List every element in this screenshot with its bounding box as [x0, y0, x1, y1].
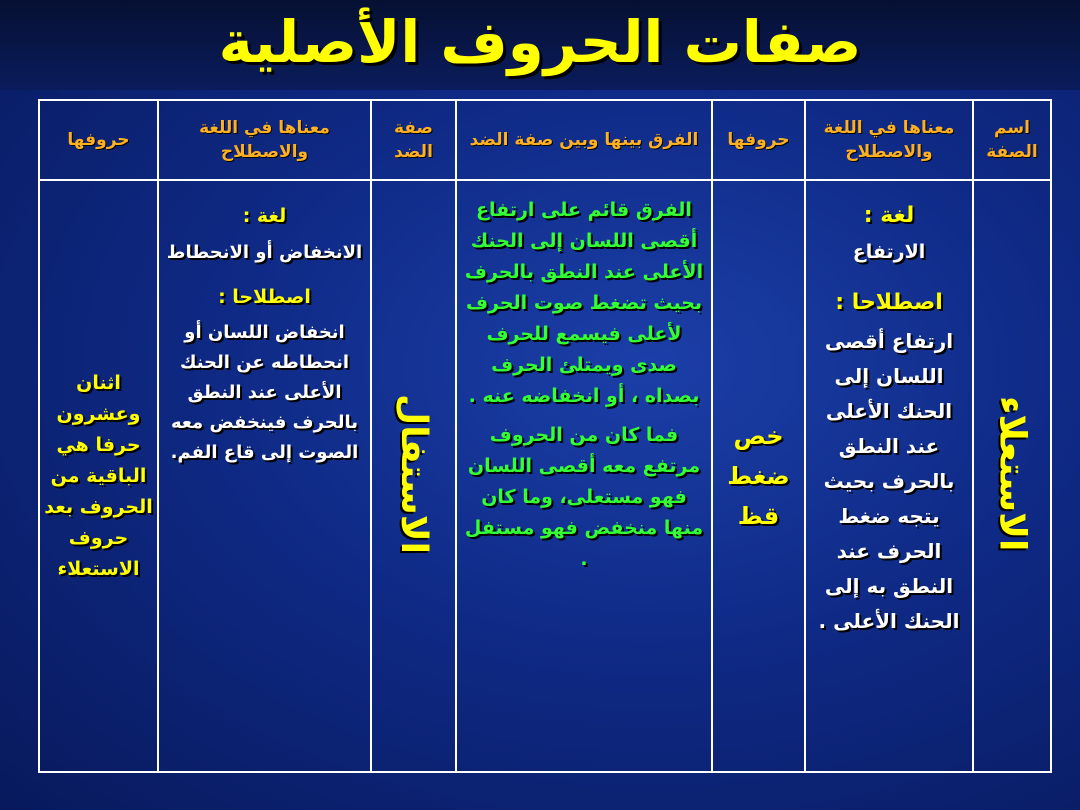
istilah-label: اصطلاحا :: [835, 290, 943, 315]
opposite-lugha-label: لغة :: [242, 205, 287, 227]
header-difference: الفرق بينها وبين صفة الضد: [456, 100, 712, 180]
opposite-istilah-text: انخفاض اللسان أو انحطاطه عن الحنك الأعلى عند النطق بالحرف فينخفض معه الصوت إلى قاع الفم.: [170, 322, 359, 463]
attribute-name: الاستعلاء: [991, 396, 1033, 552]
page-title: صفات الحروف الأصلية: [218, 8, 862, 76]
attributes-table: [38, 99, 1052, 773]
header-letters: حروفها: [712, 100, 805, 180]
header-opposite-letters: حروفها: [39, 100, 158, 180]
opposite-name: الاستفال: [393, 394, 434, 554]
lugha-text: الارتفاع: [852, 241, 926, 263]
header-name: اسم الصفة: [973, 100, 1051, 180]
difference-text-2: فما كان من الحروف مرتفع معه أقصى اللسان فهو مستعلى، وما كان منها منخفض فهو مستفل .: [464, 424, 704, 570]
istilaa-letters: خص ضغط قظ: [727, 422, 790, 530]
meaning-cell: [805, 180, 973, 772]
header-opposite-meaning: معناها في اللغة والاصطلاح: [158, 100, 371, 180]
table-row: [39, 180, 1051, 772]
letters-cell: [712, 180, 805, 772]
header-opposite: صفة الضد: [371, 100, 456, 180]
header-row: [39, 100, 1051, 180]
attribute-name-cell: [973, 180, 1051, 772]
istilah-text: ارتفاع أقصى اللسان إلى الحنك الأعلى عند النطق بالحرف بحيث يتجه ضغط الحرف عند النطق به إلى الحنك الأعلى .: [818, 329, 960, 633]
opposite-istilah-label: اصطلاحا :: [218, 286, 311, 308]
header-meaning: معناها في اللغة والاصطلاح: [805, 100, 973, 180]
difference-text-1: الفرق قائم على ارتفاع أقصى اللسان إلى الحنك الأعلى عند النطق بالحرف بحيث تضغط صوت الحرف لأعلى فيسمع للحرف صدى ويمتلئ الحرف بصداه ، أو انخفاضه عنه .: [464, 199, 704, 407]
difference-cell: [456, 180, 712, 772]
opposite-meaning-cell: [158, 180, 371, 772]
opposite-name-cell: [371, 180, 456, 772]
istifal-letters: اثنان وعشرون حرفا هي الباقية من الحروف بعد حروف الاستعلاء: [44, 371, 153, 580]
lugha-label: لغة :: [863, 203, 915, 228]
opposite-lugha-text: الانخفاض أو الانحطاط: [166, 242, 363, 263]
opposite-letters-cell: [39, 180, 158, 772]
